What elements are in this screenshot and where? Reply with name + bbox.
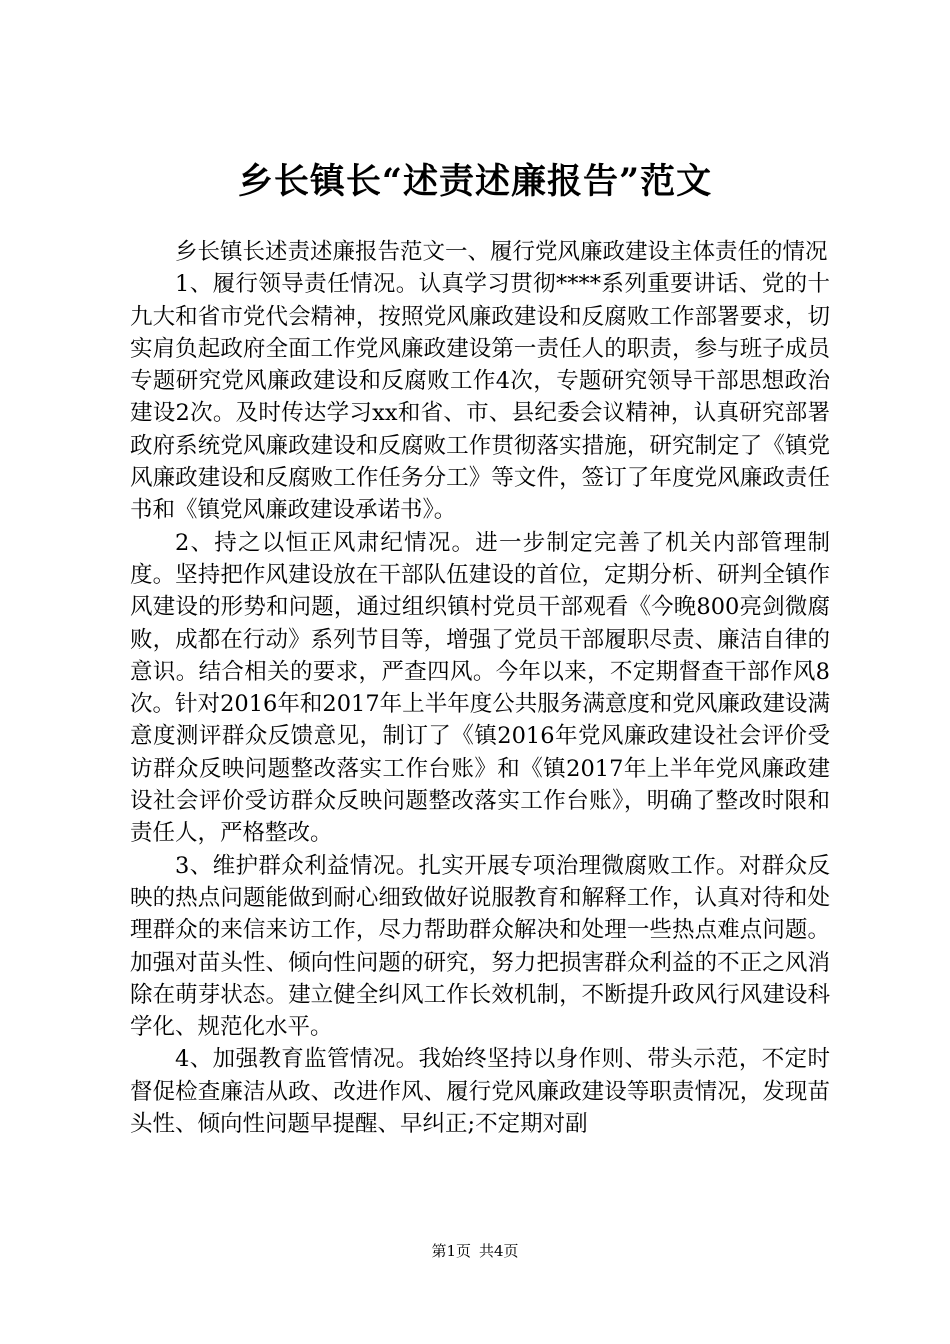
page-number-total: 共4页: [479, 1242, 519, 1260]
paragraph-intro: 乡长镇长述责述廉报告范文一、履行党风廉政建设主体责任的情况: [175, 239, 828, 265]
page-number-current: 第1页: [431, 1242, 471, 1260]
page-footer: [0, 1241, 950, 1261]
document-title: 乡长镇长“述责述廉报告”范文: [237, 161, 713, 202]
paragraph-leadership-responsibility: 1、履行领导责任情况。认真学习贯彻****系列重要讲话、党的十九大和省市党代会精神，按照党风廉政建设和反腐败工作部署要求，切实肩负起政府全面工作党风廉政建设第一责任人的职责，参与班子成员专题研究党风廉政建设和反腐败工作4次，专题研究领导干部思想政治建设2次。及时传达学习xx和省、市、县纪委会议精神，认真研究部署政府系统党风廉政建设和反腐败工作贯彻落实措施，研究制定了《镇党风廉政建设和反腐败工作任务分工》等文件，签订了年度党风廉政责任书和《镇党风廉政建设承诺书》。: [130, 271, 830, 524]
paragraph-discipline: 2、持之以恒正风肃纪情况。进一步制定完善了机关内部管理制度。坚持把作风建设放在干部队伍建设的首位，定期分析、研判全镇作风建设的形势和问题，通过组织镇村党员干部观看《今晚800亮剑微腐败，成都在行动》系列节目等，增强了党员干部履职尽责、廉洁自律的意识。结合相关的要求，严查四风。今年以来，不定期督查干部作风8次。针对2016年和2017年上半年度公共服务满意度和党风廉政建设满意度测评群众反馈意见，制订了《镇2016年党风廉政建设社会评价受访群众反映问题整改落实工作台账》和《镇2017年上半年党风廉政建设社会评价受访群众反映问题整改落实工作台账》，明确了整改时限和责任人，严格整改。: [130, 529, 830, 847]
paragraph-education-supervision: 4、加强教育监管情况。我始终坚持以身作则、带头示范，不定时督促检查廉洁从政、改进作风、履行党风廉政建设等职责情况，发现苗头性、倾向性问题早提醒、早纠正;不定期对副: [130, 1046, 830, 1138]
paragraph-public-interest: 3、维护群众利益情况。扎实开展专项治理微腐败工作。对群众反映的热点问题能做到耐心细致做好说服教育和解释工作，认真对待和处理群众的来信来访工作，尽力帮助群众解决和处理一些热点难点问题。加强对苗头性、倾向性问题的研究，努力把损害群众利益的不正之风消除在萌芽状态。建立健全纠风工作长效机制，不断提升政风行风建设科学化、规范化水平。: [130, 852, 830, 1041]
document-body: [130, 236, 830, 1140]
